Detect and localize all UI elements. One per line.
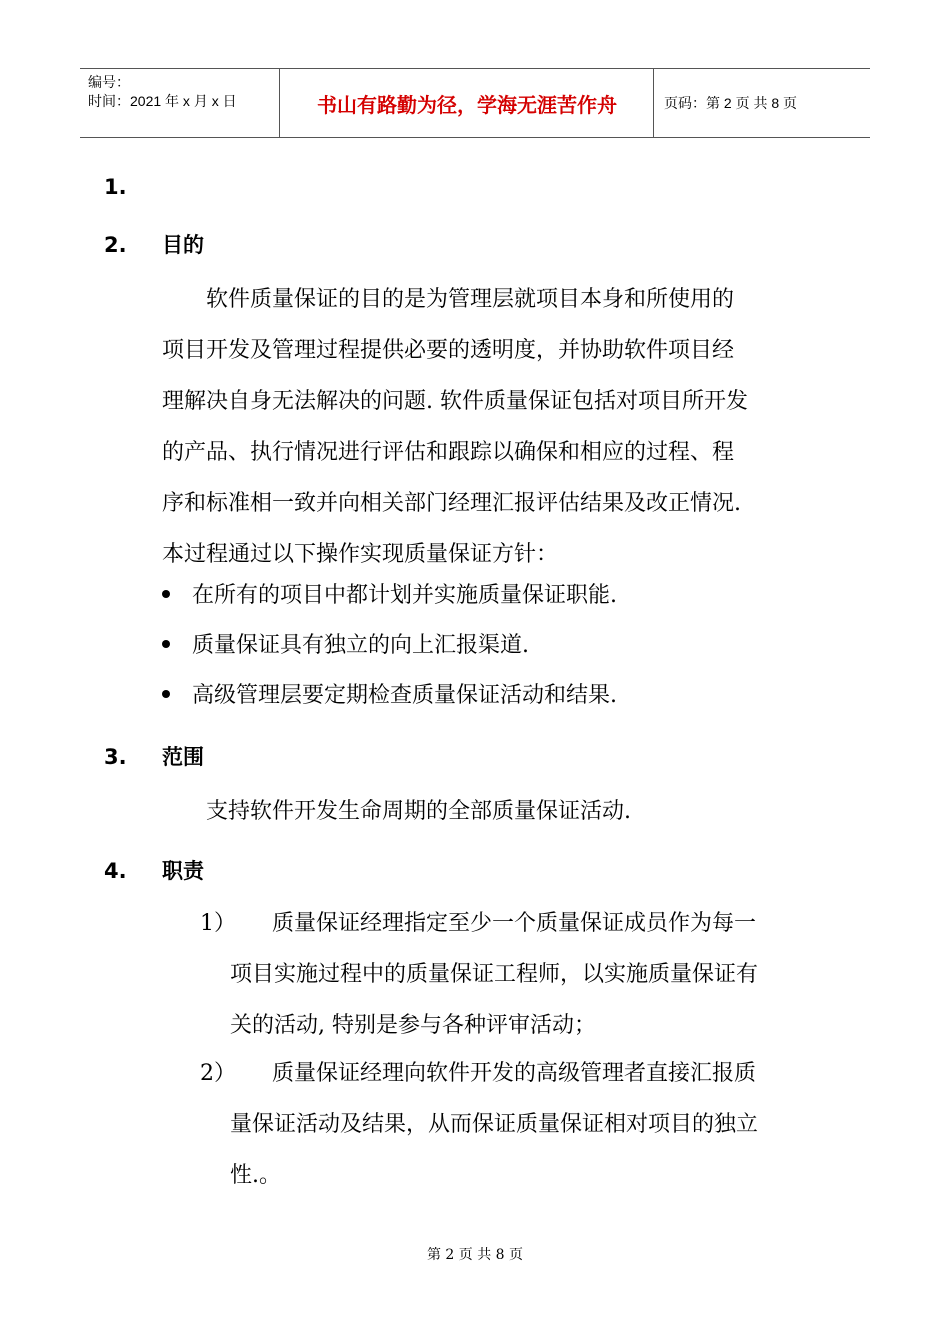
number-label: 编号： (88, 74, 130, 90)
duty-item-2 (200, 1048, 850, 1201)
section-title: 职责 (162, 859, 204, 883)
paragraph-line: 的产品、执行情况进行评估和跟踪以确保和相应的过程、程 (162, 440, 735, 465)
duty-line (200, 898, 850, 949)
duty-line: 关的活动, 特别是参与各种评审活动； (230, 1013, 596, 1038)
duty-line (200, 1048, 850, 1099)
paragraph-line: 支持软件开发生命周期的全部质量保证活动. (162, 799, 631, 824)
bullet-dot-icon (162, 690, 170, 698)
bullet-item (160, 676, 617, 716)
duty-index: 2） (200, 1061, 236, 1086)
bullet-text: 在所有的项目中都计划并实施质量保证职能. (192, 583, 617, 608)
paragraph-line: 项目开发及管理过程提供必要的透明度，并协助软件项目经 (162, 338, 735, 363)
bullet-item (160, 626, 529, 666)
section-title: 目的 (162, 233, 204, 257)
scope-paragraph (162, 786, 848, 837)
section-heading-3 (104, 742, 204, 772)
section-title: 范围 (162, 745, 204, 769)
paragraph-line: 理解决自身无法解决的问题. 软件质量保证包括对项目所开发 (162, 389, 748, 414)
section-heading-4 (104, 856, 204, 886)
duty-line: 项目实施过程中的质量保证工程师，以实施质量保证有 (230, 962, 759, 987)
duty-index: 1） (200, 911, 236, 936)
duty-item-1 (200, 898, 850, 1051)
purpose-paragraph (162, 274, 848, 580)
bullet-dot-icon (162, 590, 170, 598)
bullet-text: 质量保证具有独立的向上汇报渠道. (192, 633, 529, 658)
paragraph-line: 序和标准相一致并向相关部门经理汇报评估结果及改正情况. (162, 491, 741, 516)
document-header (80, 68, 870, 138)
page-footer: 第 2 页 共 8 页 (426, 1247, 524, 1263)
header-page-info: 页码：第 2 页 共 8 页 (664, 95, 798, 111)
section-number: 1. (104, 175, 127, 199)
section-heading-2 (104, 230, 204, 260)
bullet-dot-icon (162, 640, 170, 648)
duty-line: 量保证活动及结果，从而保证质量保证相对项目的独立 (230, 1112, 759, 1137)
bullet-text: 高级管理层要定期检查质量保证活动和结果. (192, 683, 617, 708)
duty-text: 质量保证经理指定至少一个质量保证成员作为每一 (272, 911, 757, 936)
duty-line: 性.。 (230, 1163, 281, 1188)
section-heading-1 (104, 172, 162, 202)
time-label: 时间：2021 年 x 月 x 日 (88, 93, 237, 109)
paragraph-line: 本过程通过以下操作实现质量保证方针： (162, 542, 559, 567)
header-slogan: 书山有路勤为径，学海无涯苦作舟 (281, 69, 654, 137)
section-number: 4. (104, 859, 127, 883)
section-number: 2. (104, 233, 127, 257)
duty-text: 质量保证经理向软件开发的高级管理者直接汇报质 (272, 1061, 757, 1086)
paragraph-line: 软件质量保证的目的是为管理层就项目本身和所使用的 (162, 287, 735, 312)
header-meta-cell (80, 69, 280, 137)
bullet-item (160, 576, 617, 616)
section-number: 3. (104, 745, 127, 769)
